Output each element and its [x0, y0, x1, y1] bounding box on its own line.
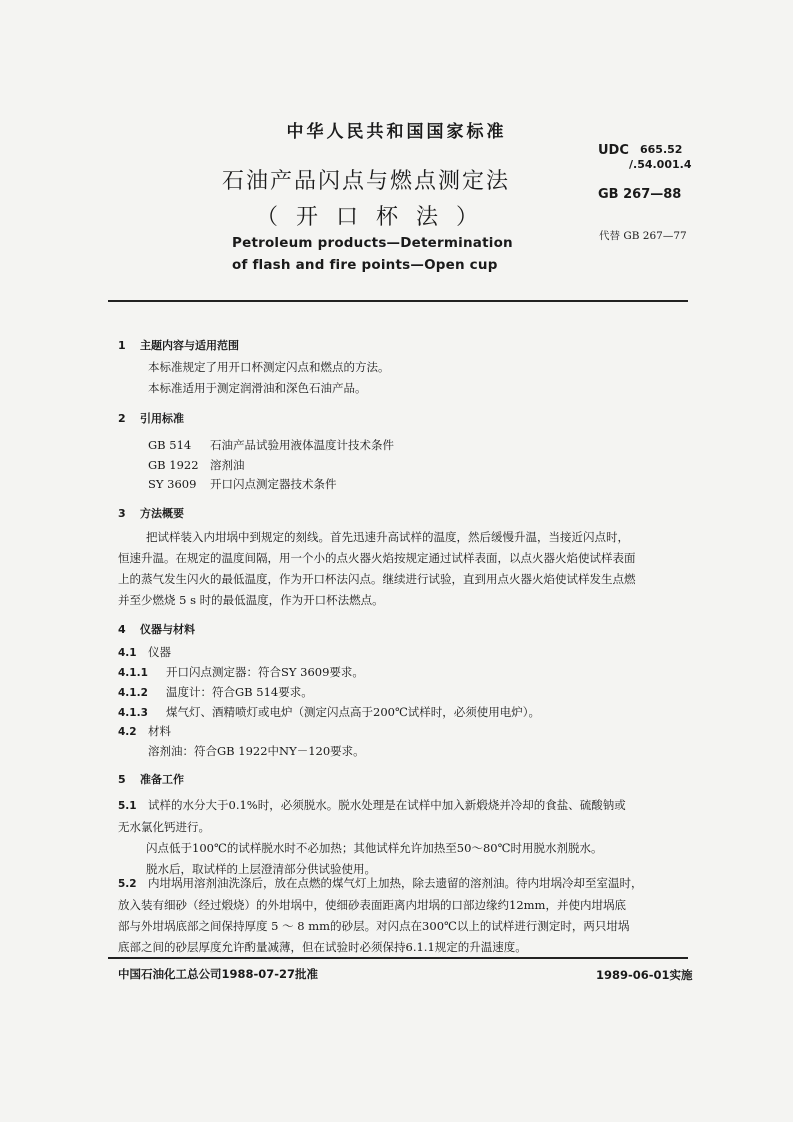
clause-text: 开口闪点测定器：符合SY 3609要求。	[166, 665, 364, 679]
section-title: 准备工作	[140, 773, 184, 786]
reference-code: GB 1922	[148, 458, 199, 472]
clause-4-1	[118, 644, 171, 660]
reference-code: GB 514	[148, 438, 192, 452]
udc-number-line2: /.54.001.4	[629, 158, 692, 171]
body-line: 内坩埚用溶剂油洗涤后，放在点燃的煤气灯上加热，除去遗留的溶剂油。待内坩埚冷却至室温时，	[148, 876, 643, 890]
clause-number: 5.2	[118, 878, 137, 890]
effective-date: 1989-06-01实施	[596, 968, 693, 982]
body-line: 本标准规定了用开口杯测定闪点和燃点的方法。	[148, 360, 390, 374]
clause-text: 煤气灯、酒精喷灯或电炉（测定闪点高于200℃试样时，必须使用电炉）。	[166, 705, 541, 719]
body-line: 恒速升温。在规定的温度间隔，用一个小的点火器火焰按规定通过试样表面，以点火器火焰使试样表面	[118, 551, 636, 565]
body-line: 本标准适用于测定润滑油和深色石油产品。	[148, 381, 367, 395]
subtitle-chinese: （开口杯法）	[256, 205, 497, 230]
section-2-heading	[118, 410, 184, 426]
reference-item	[148, 457, 245, 473]
reference-item	[148, 437, 394, 453]
clause-text: 材料	[148, 724, 171, 738]
body-line: 把试样装入内坩埚中到规定的刻线。首先迅速升高试样的温度，然后缓慢升温，当接近闪点时，	[146, 530, 629, 544]
udc-label: UDC	[598, 143, 629, 158]
section-number: 1	[118, 339, 126, 352]
issuing-authority: 中华人民共和国国家标准	[286, 122, 507, 142]
reference-item	[148, 476, 337, 492]
approval-note: 中国石油化工总公司1988-07-27批准	[118, 967, 319, 981]
reference-title: 开口闪点测定器技术条件	[210, 477, 337, 491]
section-number: 5	[118, 773, 126, 786]
clause-4-1-1	[118, 664, 364, 680]
section-4-heading	[118, 621, 195, 637]
clause-number: 4.1.3	[118, 707, 148, 719]
clause-4-2	[118, 723, 171, 739]
header-divider	[108, 300, 688, 302]
body-line: 放入装有细砂（经过煅烧）的外坩埚中，使细砂表面距离内坩埚的口部边缘约12mm，并使内坩埚底	[118, 898, 626, 912]
title-chinese: 石油产品闪点与燃点测定法	[222, 169, 511, 194]
clause-5-2	[118, 873, 688, 958]
replaces-standard: 代替 GB 267—77	[599, 230, 687, 242]
section-title: 主题内容与适用范围	[140, 339, 239, 352]
body-line: 底部之间的砂层厚度允许酌量减薄，但在试验时必须保持6.1.1规定的升温速度。	[118, 940, 527, 954]
body-line: 部与外坩埚底部之间保持厚度 5 ～ 8 mm的砂层。对闪点在300℃以上的试样进行测定时，两只坩埚	[118, 919, 630, 933]
body-line: 闪点低于100℃的试样脱水时不必加热；其他试样允许加热至50～80℃时用脱水剂脱水。	[146, 841, 603, 855]
section-title: 方法概要	[140, 507, 184, 520]
section-title: 引用标准	[140, 412, 184, 425]
footer-divider	[108, 957, 688, 959]
clause-number: 4.1.1	[118, 667, 148, 679]
body-line: 并至少燃烧 5 s 时的最低温度，作为开口杯法燃点。	[118, 593, 384, 607]
body-line: 无水氯化钙进行。	[118, 820, 210, 834]
body-line: 试样的水分大于0.1%时，必须脱水。脱水处理是在试样中加入新煅烧并冷却的食盐、硫酸钠或	[148, 798, 626, 812]
clause-text: 温度计：符合GB 514要求。	[166, 685, 313, 699]
title-english-line2: of flash and fire points—Open cup	[232, 257, 498, 273]
section-title: 仪器与材料	[140, 623, 195, 636]
title-english-line1: Petroleum products—Determination	[232, 235, 513, 251]
section-number: 3	[118, 507, 126, 520]
clause-4-1-2	[118, 684, 313, 700]
reference-title: 石油产品试验用液体温度计技术条件	[210, 438, 394, 452]
section-3-body	[118, 527, 688, 611]
clause-number: 4.1	[118, 647, 137, 659]
clause-text: 仪器	[148, 645, 171, 659]
material-line: 溶剂油：符合GB 1922中NY－120要求。	[148, 744, 365, 758]
standard-number: GB 267—88	[598, 187, 682, 202]
body-line: 上的蒸气发生闪火的最低温度，作为开口杯法闪点。继续进行试验，直到用点火器火焰使试样发生点燃	[118, 572, 636, 586]
reference-code: SY 3609	[148, 477, 197, 491]
clause-number: 4.1.2	[118, 687, 148, 699]
section-number: 4	[118, 623, 126, 636]
clause-number: 4.2	[118, 726, 137, 738]
clause-4-1-3	[118, 704, 540, 720]
clause-number: 5.1	[118, 800, 137, 812]
section-number: 2	[118, 412, 126, 425]
section-5-heading	[118, 771, 184, 787]
section-3-heading	[118, 505, 184, 521]
udc-number-line1: 665.52	[640, 143, 683, 156]
reference-title: 溶剂油	[210, 458, 245, 472]
section-1-heading	[118, 337, 239, 353]
body-line: 脱水后，取试样的上层澄清部分供试验使用。	[146, 862, 376, 876]
clause-5-1	[118, 795, 688, 880]
section-1-body	[148, 357, 718, 399]
